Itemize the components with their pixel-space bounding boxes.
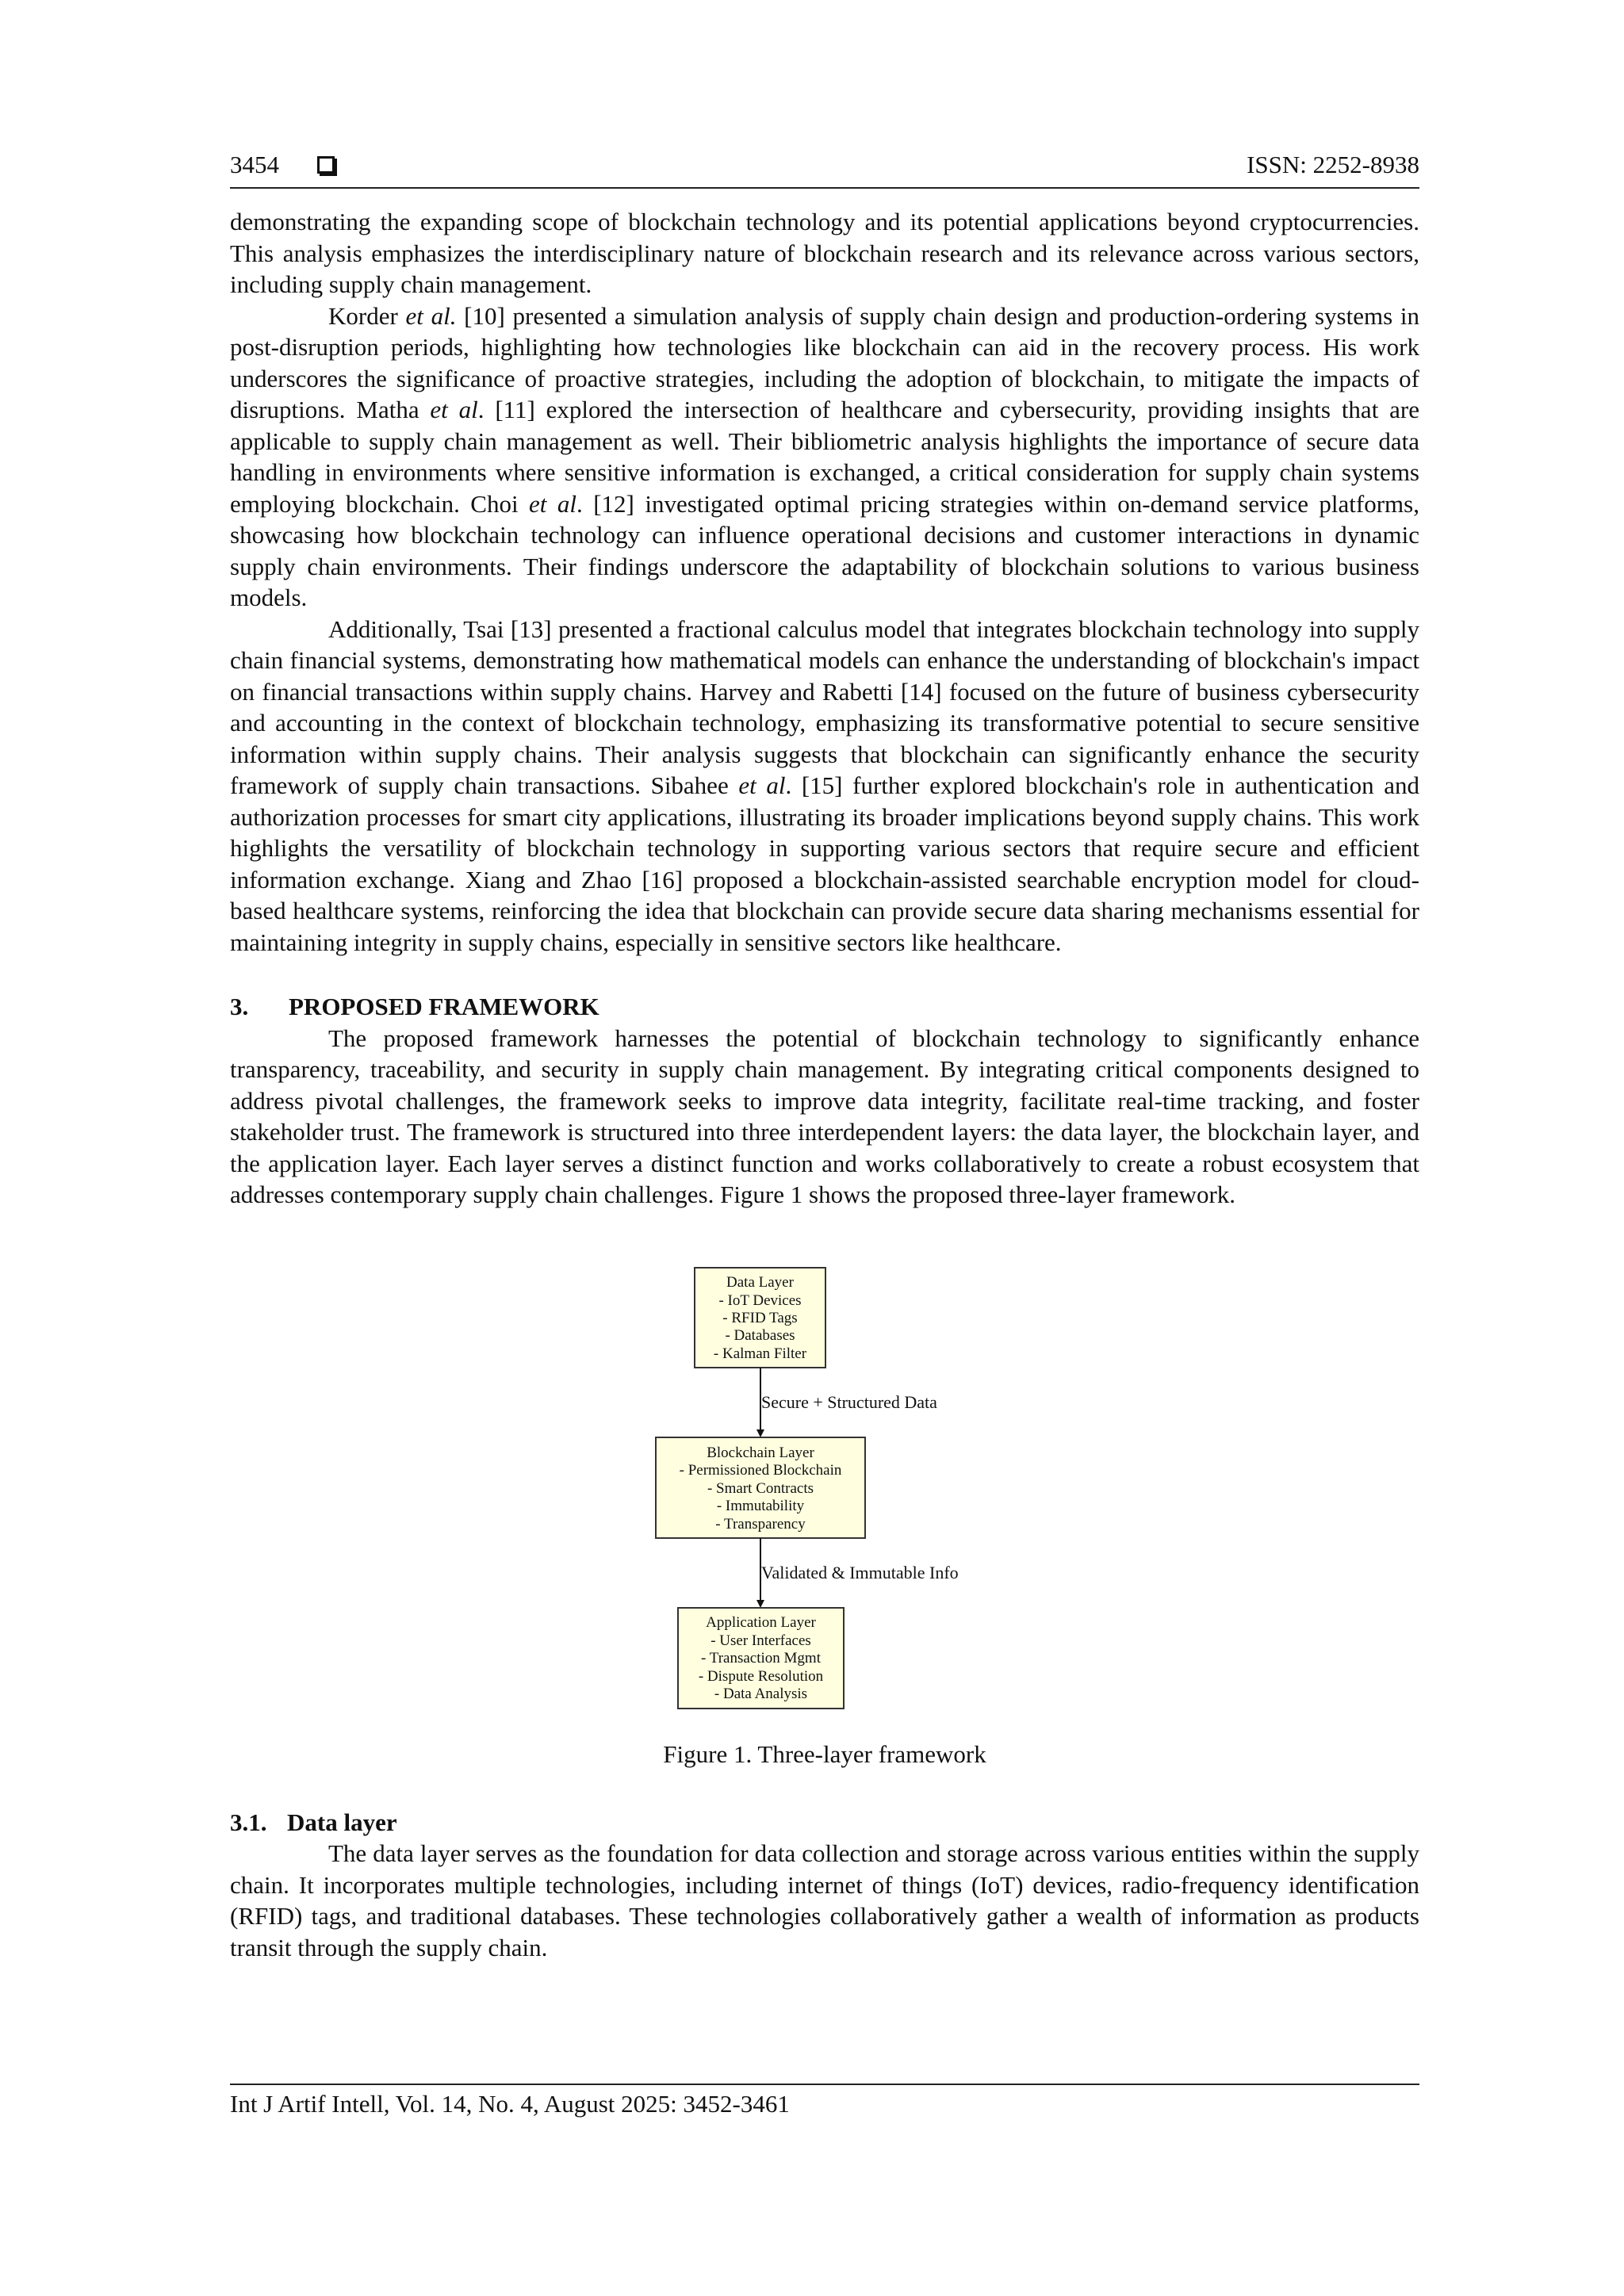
data-layer-line-3: - Databases [725, 1326, 795, 1344]
framework-diagram [230, 1228, 1419, 1735]
blockchain-layer-line-2: - Smart Contracts [707, 1479, 814, 1497]
square-bullet-icon [317, 156, 335, 174]
blockchain-layer-line-0: Blockchain Layer [707, 1444, 814, 1461]
section-3-heading: 3. PROPOSED FRAMEWORK [230, 993, 599, 1020]
data-layer-line-1: - IoT Devices [718, 1292, 802, 1309]
page-header [230, 151, 1419, 189]
figure-caption: Figure 1. Three-layer framework [663, 1739, 986, 1768]
section-3-paragraph: The proposed framework harnesses the potential of blockchain technology to significantly enhance transparency, traceability, and security in supply chain management. By integrating critical components designed to address pivotal challenges, the framework seeks to improve data integrity, facilitate real-time tracking, and foster stakeholder trust. The framework is structured into three interdependent layers: the data layer, the blockchain layer, and the application layer. Each layer serves a distinct function and works collaboratively to create a robust ecosystem that addresses contemporary supply chain challenges. Figure 1 shows the proposed three-layer framework. [230, 1024, 1419, 1208]
section-3-1 [230, 1807, 1419, 1964]
data-layer-line-0: Data Layer [726, 1273, 794, 1291]
figure-1 [230, 1228, 1419, 1735]
paragraph-2: Korder et al. [10] presented a simulation analysis of supply chain design and production-ordering systems in post-disruption periods, highlighting how technologies like blockchain can aid in the recovery process. His work underscores the significance of proactive strategies, including the adoption of blockchain, to mitigate the impacts of disruptions. Matha et al. [11] explored the intersection of healthcare and cybersecurity, providing insights that are applicable to supply chain management as well. Their bibliometric analysis highlights the importance of secure data handling in environments where sensitive information is exchanged, a critical consideration for supply chain systems employing blockchain. Choi et al. [12] investigated optimal pricing strategies within on-demand service platforms, showcasing how blockchain technology can influence operational decisions and customer interactions in dynamic supply chain environments. Their findings underscore the adaptability of blockchain solutions to various business models. [230, 301, 1419, 611]
issn: ISSN: 2252-8938 [1247, 151, 1419, 178]
application-layer-line-0: Application Layer [706, 1613, 816, 1631]
journal-citation: Int J Artif Intell, Vol. 14, No. 4, August 2025: 3452-3461 [230, 2090, 790, 2118]
section-3-1-paragraph: The data layer serves as the foundation for data collection and storage across various entities within the supply chain. It incorporates multiple technologies, including internet of things (IoT) devices, radio-frequency identification (RFID) tags, and traditional databases. These technologies collaboratively gather a wealth of information as products transit through the supply chain. [230, 1839, 1419, 1961]
section-3 [230, 991, 1419, 1211]
blockchain-layer-line-1: - Permissioned Blockchain [679, 1461, 842, 1479]
blockchain-layer-line-3: - Immutability [716, 1497, 805, 1514]
data-layer-line-2: - RFID Tags [722, 1309, 798, 1326]
paragraph-3: Additionally, Tsai [13] presented a fractional calculus model that integrates blockchain technology into supply chain financial systems, demonstrating how mathematical models can enhance the understanding of blockchain's impact on financial transactions within supply chains. Harvey and Rabetti [14] focused on the future of business cybersecurity and accounting in the context of blockchain technology, emphasizing its transformative potential to secure sensitive information within supply chains. Their analysis suggests that blockchain can significantly enhance the security framework of supply chain transactions. Sibahee et al. [15] further explored blockchain's role in authentication and authorization processes for smart city applications, illustrating its broader implications beyond supply chains. This work highlights the versatility of blockchain technology in supporting various sectors that require secure and efficient information exchange. Xiang and Zhao [16] proposed a blockchain-assisted searchable encryption model for cloud-based healthcare systems, reinforcing the idea that blockchain can provide secure data sharing mechanisms essential for maintaining integrity in supply chains, especially in sensitive sectors like healthcare. [230, 614, 1419, 956]
paragraph-1: demonstrating the expanding scope of blockchain technology and its potential applications beyond cryptocurrencies. This analysis emphasizes the interdisciplinary nature of blockchain research and its relevance across various sectors, including supply chain management. [230, 208, 1419, 298]
application-layer-line-1: - User Interfaces [710, 1632, 811, 1649]
section-3-1-heading: 3.1. Data layer [230, 1808, 397, 1836]
page-number: 3454 [230, 151, 279, 178]
blockchain-layer-line-4: - Transparency [715, 1515, 806, 1533]
edge-label-secure-structured: Secure + Structured Data [761, 1391, 937, 1412]
data-layer-line-4: - Kalman Filter [713, 1345, 807, 1362]
application-layer-line-3: - Dispute Resolution [698, 1667, 824, 1685]
edge-label-validated-immutable: Validated & Immutable Info [761, 1562, 959, 1582]
application-layer-line-4: - Data Analysis [714, 1685, 808, 1702]
page-footer [230, 2084, 1419, 2118]
page-content [230, 151, 1419, 1963]
body-text [230, 206, 1419, 958]
application-layer-line-2: - Transaction Mgmt [701, 1649, 821, 1667]
